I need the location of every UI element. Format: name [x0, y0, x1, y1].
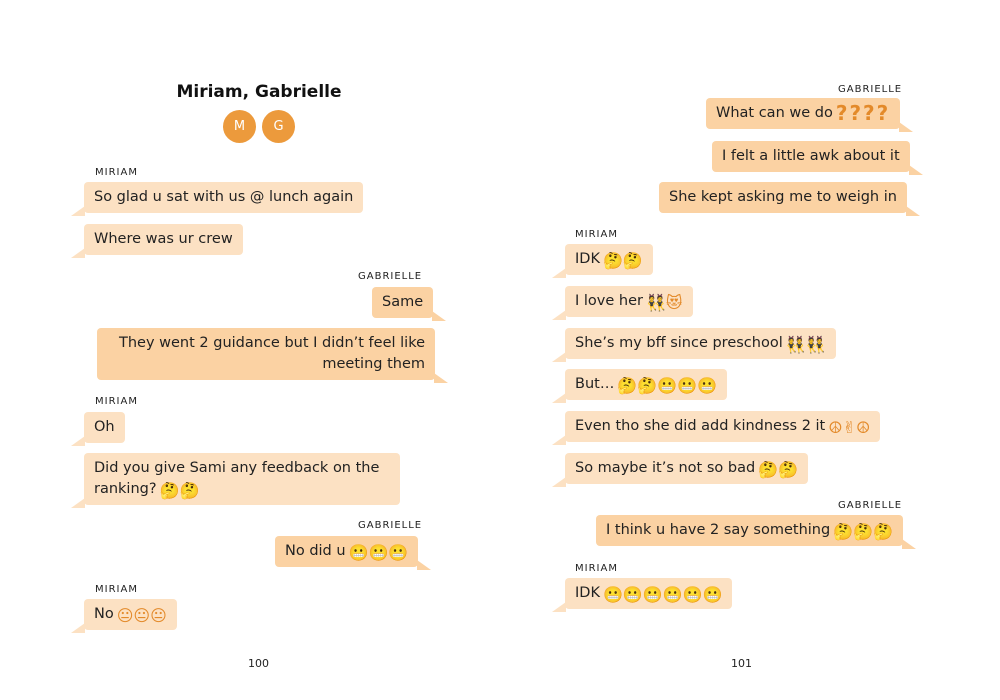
message-text: I felt a little awk about it — [722, 148, 900, 164]
message-text: She’s my bff since preschool — [575, 335, 783, 351]
thinking-emoji-icon: 🤔🤔 — [602, 251, 643, 270]
thinking-grimace-emoji-icon: 🤔🤔😬😬😬 — [617, 376, 717, 395]
message-text: No did u — [285, 543, 346, 559]
message-text: She kept asking me to weigh in — [669, 189, 897, 205]
message-text: IDK — [575, 585, 600, 601]
message-text: No — [94, 606, 114, 622]
friends-emoji-icon: 👯😻 — [645, 293, 683, 312]
sender-label: MIRIAM — [95, 167, 138, 178]
message-bubble — [712, 141, 910, 172]
thinking-emoji-icon: 🤔🤔 — [159, 481, 200, 500]
message-bubble — [596, 515, 903, 546]
message-text: They went 2 guidance but I didn’t feel like meeting them — [118, 335, 425, 372]
thinking-emoji-icon: 🤔🤔 — [758, 460, 799, 479]
grimace-emoji-icon: 😬😬😬😬😬😬 — [602, 585, 723, 604]
avatar-g: G — [262, 110, 295, 143]
message-bubble — [565, 244, 653, 275]
message-text: But… — [575, 376, 615, 392]
message-bubble — [372, 287, 433, 318]
question-marks-icon: ???? — [835, 101, 891, 125]
message-bubble — [565, 286, 693, 317]
thinking-emoji-icon: 🤔🤔🤔 — [833, 522, 893, 541]
message-bubble — [84, 412, 125, 443]
page-number: 101 — [731, 657, 752, 670]
right-page — [500, 0, 1000, 700]
message-bubble — [659, 182, 907, 213]
message-text: What can we do — [716, 105, 833, 121]
message-text: Even tho she did add kindness 2 it — [575, 418, 826, 434]
message-text: So glad u sat with us @ lunch again — [94, 189, 354, 205]
neutral-face-emoji-icon: 😐😐😐 — [116, 606, 167, 625]
message-bubble — [275, 536, 418, 567]
message-bubble — [97, 328, 435, 380]
peace-emoji-icon: ☮✌☮ — [828, 418, 871, 437]
sender-label: MIRIAM — [95, 396, 138, 407]
message-bubble — [706, 98, 900, 129]
sender-label: MIRIAM — [95, 584, 138, 595]
page-number: 100 — [248, 657, 269, 670]
message-bubble — [84, 224, 243, 255]
conversation-title: Miriam, Gabrielle — [176, 82, 342, 102]
sender-label: GABRIELLE — [838, 500, 903, 511]
message-text: Same — [382, 294, 424, 310]
message-bubble — [565, 369, 727, 400]
message-text: I love her — [575, 293, 643, 309]
grimace-emoji-icon: 😬😬😬 — [348, 543, 409, 562]
message-bubble — [84, 453, 400, 505]
dancers-emoji-icon: 👯👯 — [785, 335, 826, 354]
message-bubble — [565, 578, 732, 609]
sender-label: GABRIELLE — [358, 271, 423, 282]
message-text: Oh — [94, 419, 115, 435]
message-text: Where was ur crew — [94, 231, 233, 247]
avatar-m: M — [223, 110, 256, 143]
message-bubble — [565, 411, 880, 442]
sender-label: MIRIAM — [575, 563, 618, 574]
message-bubble — [84, 182, 363, 213]
sender-label: MIRIAM — [575, 229, 618, 240]
message-text: IDK — [575, 251, 600, 267]
message-text: Did you give Sami any feedback on the ranking? — [94, 460, 380, 497]
message-text: I think u have 2 say something — [606, 522, 831, 538]
message-bubble — [84, 599, 177, 630]
sender-label: GABRIELLE — [838, 84, 903, 95]
message-text: So maybe it’s not so bad — [575, 460, 756, 476]
message-bubble — [565, 453, 808, 484]
message-bubble — [565, 328, 836, 359]
sender-label: GABRIELLE — [358, 520, 423, 531]
